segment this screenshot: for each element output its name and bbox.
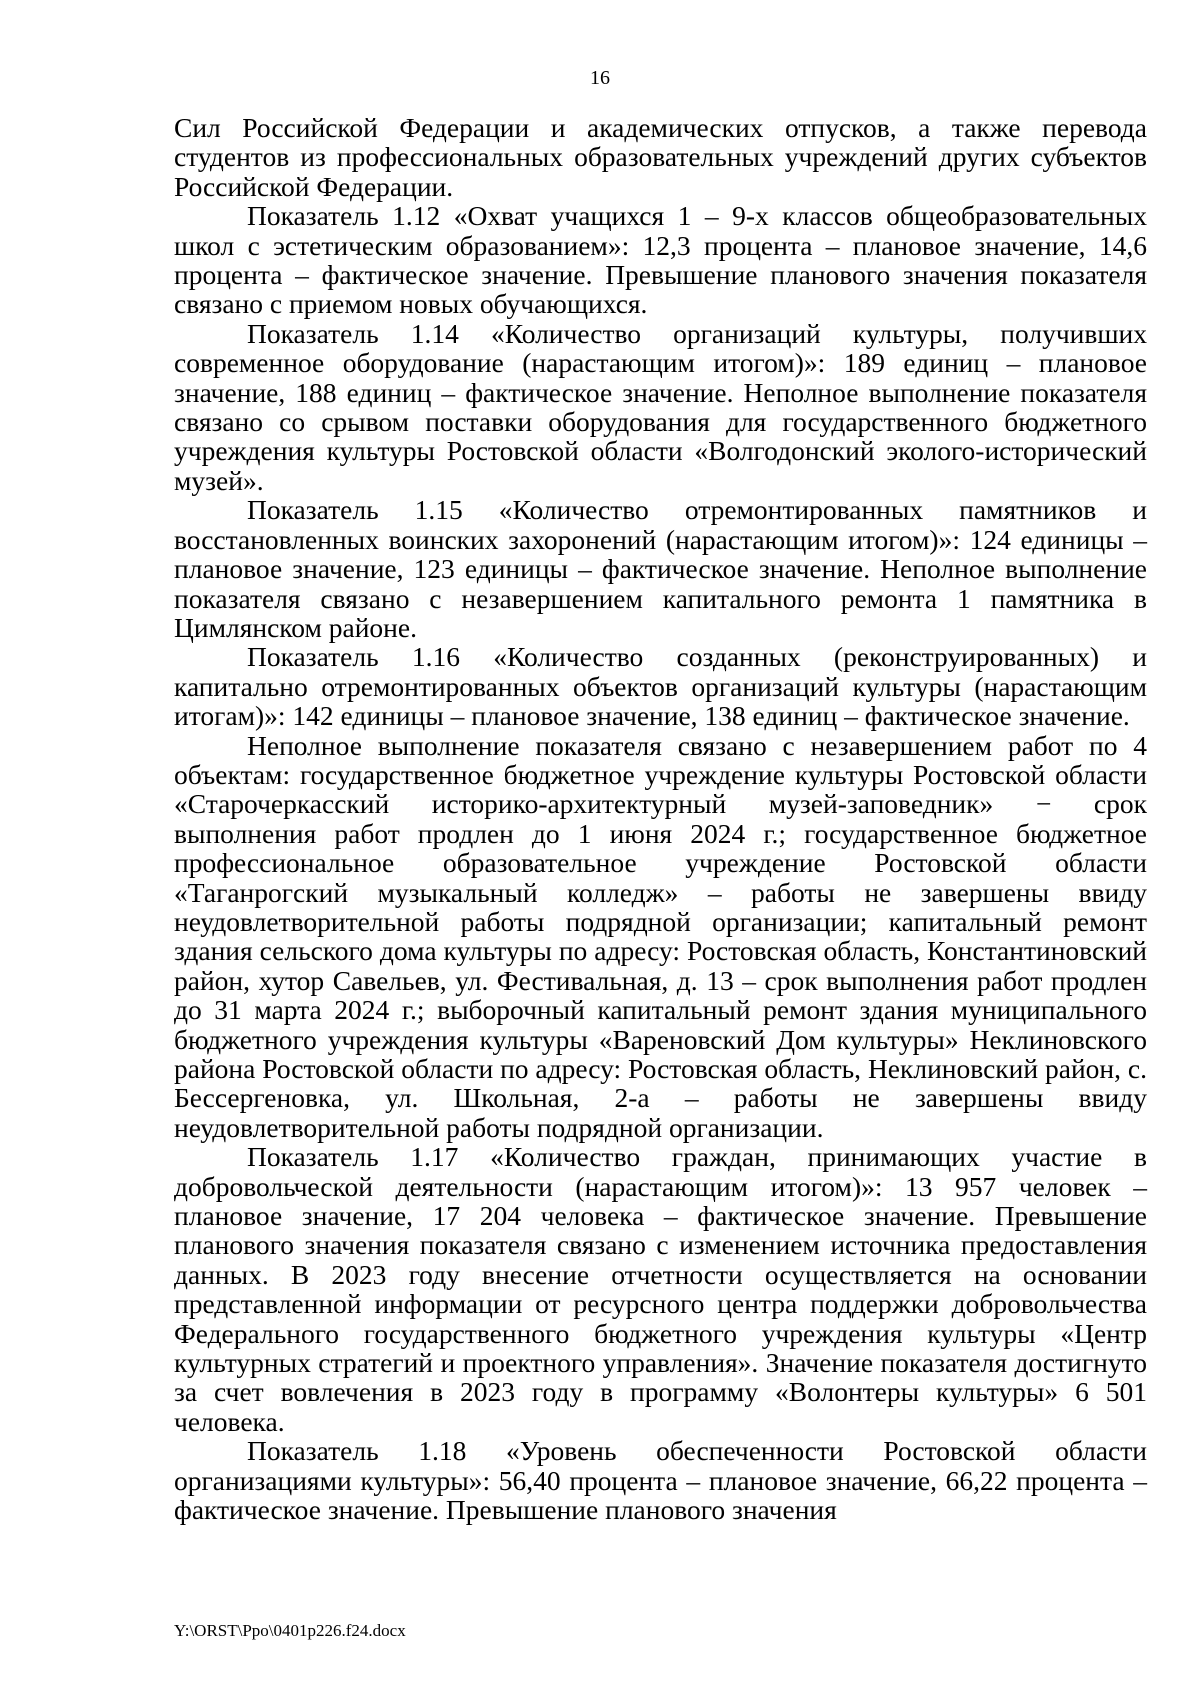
paragraph-indicator-1-12: Показатель 1.12 «Охват учащихся 1 – 9-х классов общеобразовательных школ с эстетическим образованием»: 12,3 процента – плановое значение, 14,6 процента – фактическое значение. Превышение планового значения показателя связано с приемом новых обучающихся. [174, 200, 1147, 320]
footer-file-path: Y:\ORST\Ppo\0401p226.f24.docx [174, 1621, 406, 1640]
paragraph-indicator-1-15: Показатель 1.15 «Количество отремонтированных памятников и восстановленных воинских захоронений (нарастающим итогом)»: 124 единицы – плановое значение, 123 единицы – фактическое значение. Неполное выполнение показателя связано с незавершением капитального ремонта 1 памятника в Цимлянском районе. [174, 494, 1147, 643]
page-number: 16 [590, 67, 610, 89]
document-body [174, 113, 1147, 1525]
paragraph-incomplete-works: Неполное выполнение показателя связано с незавершением работ по 4 объектам: государственное бюджетное учреждение культуры Ростовской области «Старочеркасский историко-архитектурный музей-заповедник» − срок выполнения работ продлен до 1 июня 2024 г.; государственное бюджетное профессиональное образовательное учреждение Ростовской области «Таганрогский музыкальный колледж» – работы не завершены ввиду неудовлетворительной работы подрядной организации; капитальный ремонт здания сельского дома культуры по адресу: Ростовская область, Константиновский район, хутор Савельев, ул. Фестивальная, д. 13 – срок выполнения работ продлен до 31 марта 2024 г.; выборочный капитальный ремонт здания муниципального бюджетного учреждения культуры «Вареновский Дом культуры» Неклиновского района Ростовской области по адресу: Ростовская область, Неклиновский район, с. Бессергеновка, ул. Школьная, 2-а – работы не завершены ввиду неудовлетворительной работы подрядной организации. [174, 729, 1147, 1143]
paragraph-indicator-1-17: Показатель 1.17 «Количество граждан, принимающих участие в добровольческой деятельности (нарастающим итогом)»: 13 957 человек – плановое значение, 17 204 человека – фактическое значение. Превышение планового значения показателя связано с изменением источника предоставления данных. В 2023 году внесение отчетности осуществляется на основании представленной информации от ресурсного центра поддержки добровольчества Федерального государственного бюджетного учреждения культуры «Центр культурных стратегий и проектного управления». Значение показателя достигнуто за счет вовлечения в 2023 году в программу «Волонтеры культуры» 6 501 человека. [174, 1141, 1147, 1437]
paragraph-indicator-1-18: Показатель 1.18 «Уровень обеспеченности Ростовской области организациями культуры»: 56,40 процента – плановое значение, 66,22 процента – фактическое значение. Превышение планового значения [174, 1435, 1147, 1526]
paragraph-indicator-1-16: Показатель 1.16 «Количество созданных (реконструированных) и капитально отремонтированных объектов организаций культуры (нарастающим итогам)»: 142 единицы – плановое значение, 138 единиц – фактическое значение. [174, 641, 1147, 732]
paragraph-indicator-1-14: Показатель 1.14 «Количество организаций культуры, получивших современное оборудование (нарастающим итогом)»: 189 единиц – плановое значение, 188 единиц – фактическое значение. Неполное выполнение показателя связано со срывом поставки оборудования для государственного бюджетного учреждения культуры Ростовской области «Волгодонский эколого-исторический музей». [174, 317, 1147, 496]
paragraph-continuation: Сил Российской Федерации и академических отпусков, а также перевода студентов из профессиональных образовательных учреждений других субъектов Российской Федерации. [174, 112, 1147, 202]
